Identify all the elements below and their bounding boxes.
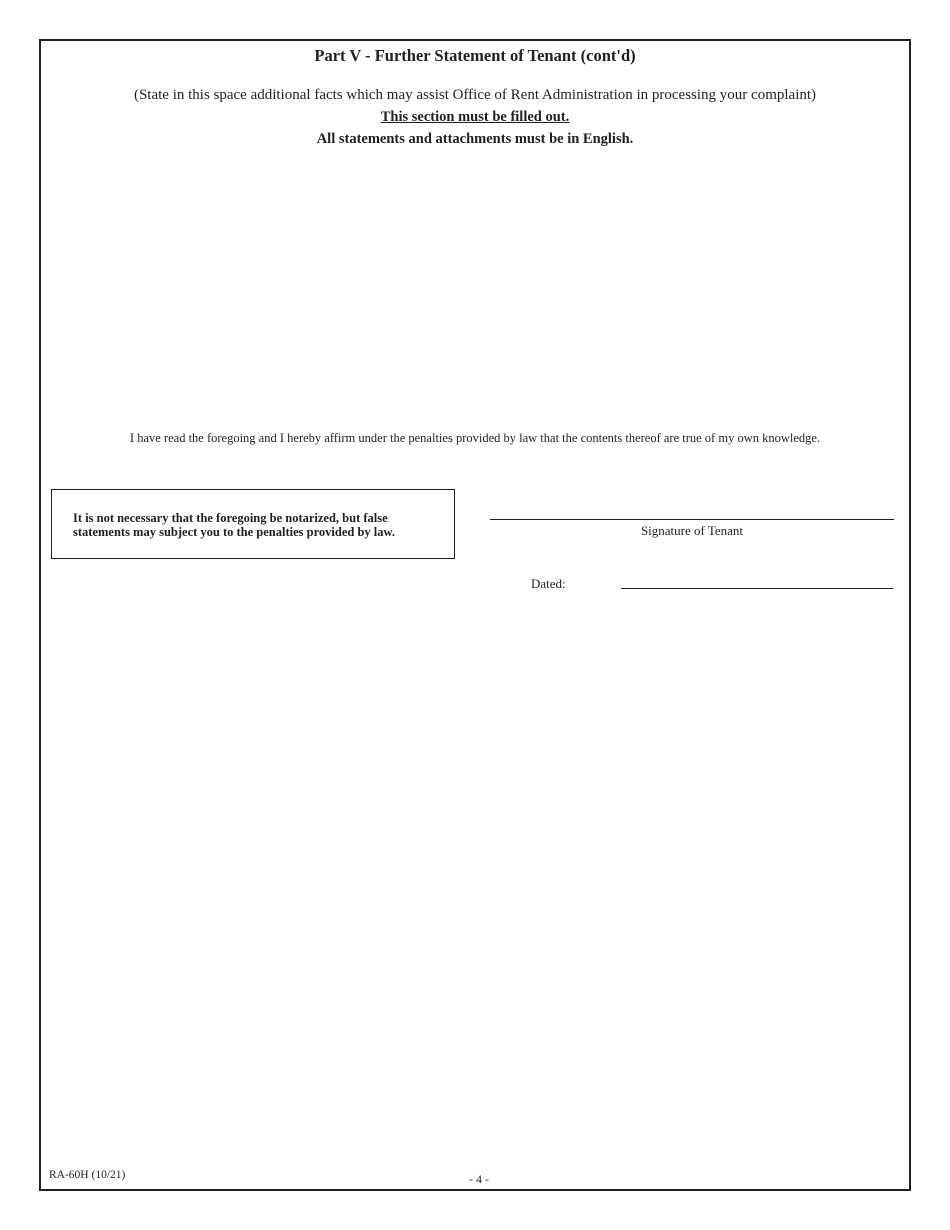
affirmation-text: I have read the foregoing and I hereby affirm under the penalties provided by law that the contents thereof are true of my own knowledge. xyxy=(129,431,821,445)
further-statement-area[interactable] xyxy=(51,161,899,423)
dated-label: Dated: xyxy=(531,576,566,591)
page-number: - 4 - xyxy=(469,1172,489,1186)
instruction-text: (State in this space additional facts which may assist Office of Rent Administration in processing your complaint) xyxy=(133,87,817,103)
signature-field[interactable] xyxy=(490,519,894,520)
required-notice: This section must be filled out. xyxy=(380,109,570,125)
page-title: Part V - Further Statement of Tenant (cont'd) xyxy=(314,46,636,65)
form-number: RA-60H (10/21) xyxy=(49,1169,126,1181)
english-requirement-notice: All statements and attachments must be in English. xyxy=(316,131,634,147)
notary-notice-box xyxy=(51,489,455,559)
page-frame xyxy=(39,39,911,1191)
dated-field[interactable] xyxy=(621,588,893,589)
signature-label: Signature of Tenant xyxy=(640,523,744,538)
notary-notice-line: statements may subject you to the penalties provided by law. xyxy=(73,525,395,539)
notary-notice-line: It is not necessary that the foregoing be notarized, but false xyxy=(73,511,388,525)
